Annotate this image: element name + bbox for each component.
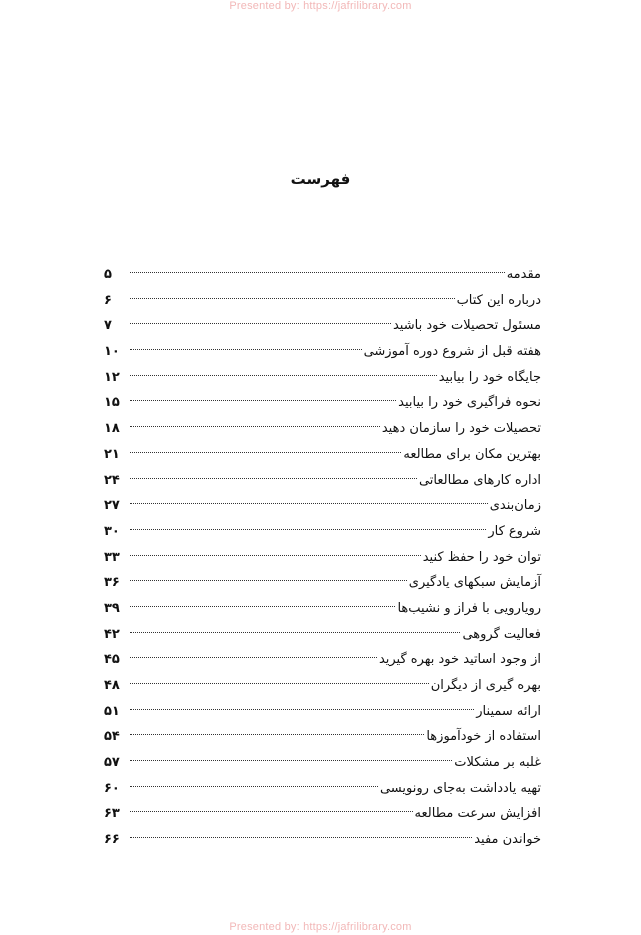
toc-entry-page-number: ۲۴ bbox=[104, 472, 120, 488]
toc-entry-page-number: ۱۸ bbox=[104, 421, 120, 437]
toc-entry-page-number: ۶۰ bbox=[104, 780, 120, 796]
toc-entry bbox=[104, 288, 541, 314]
dot-leader bbox=[130, 605, 395, 607]
toc-entry bbox=[104, 647, 541, 673]
toc-entry bbox=[104, 519, 541, 545]
toc-entry-page-number: ۷ bbox=[104, 318, 112, 334]
toc-entry bbox=[104, 365, 541, 391]
toc-entry bbox=[104, 416, 541, 442]
toc-entry-title: درباره این کتاب bbox=[456, 292, 541, 308]
toc-entry bbox=[104, 493, 541, 519]
table-of-contents bbox=[104, 262, 541, 853]
toc-entry bbox=[104, 390, 541, 416]
watermark-top: Presented by: https://jafrilibrary.com bbox=[229, 0, 412, 12]
toc-entry-page-number: ۵ bbox=[104, 267, 112, 282]
dot-leader bbox=[130, 425, 380, 427]
toc-entry-title: فعالیت گروهی bbox=[462, 626, 541, 642]
dot-leader bbox=[130, 322, 391, 324]
dot-leader bbox=[130, 502, 488, 504]
toc-entry bbox=[104, 699, 541, 725]
page-title: فهرست bbox=[290, 170, 351, 189]
toc-entry bbox=[104, 724, 541, 750]
toc-entry-title: هفته قبل از شروع دوره آموزشی bbox=[363, 344, 541, 360]
dot-leader bbox=[130, 528, 486, 530]
toc-entry-page-number: ۴۵ bbox=[104, 652, 120, 668]
dot-leader bbox=[130, 785, 378, 787]
dot-leader bbox=[130, 271, 505, 273]
dot-leader bbox=[130, 759, 452, 761]
toc-entry-title: تهیه یادداشت به‌جای رونویسی bbox=[379, 780, 541, 796]
dot-leader bbox=[130, 399, 396, 401]
toc-entry-title: مسئول تحصیلات خود باشید bbox=[392, 318, 541, 334]
toc-entry-title: شروع کار bbox=[488, 523, 541, 539]
toc-entry-title: جایگاه خود را بیابید bbox=[438, 369, 541, 385]
toc-entry bbox=[104, 313, 541, 339]
toc-entry-title: ارائه سمینار bbox=[476, 703, 541, 719]
toc-entry-title: نحوه فراگیری خود را بیابید bbox=[398, 395, 541, 411]
toc-entry-title: اداره کارهای مطالعاتی bbox=[418, 472, 541, 488]
toc-entry-page-number: ۱۲ bbox=[104, 369, 120, 385]
toc-entry bbox=[104, 339, 541, 365]
toc-entry-title: آزمایش سبکهای یادگیری bbox=[408, 575, 541, 591]
toc-entry bbox=[104, 827, 541, 853]
toc-entry-page-number: ۵۱ bbox=[104, 703, 120, 719]
toc-entry bbox=[104, 596, 541, 622]
dot-leader bbox=[130, 682, 429, 684]
dot-leader bbox=[130, 810, 413, 812]
toc-entry-title: توان خود را حفظ کنید bbox=[422, 549, 541, 565]
toc-entry bbox=[104, 673, 541, 699]
toc-entry bbox=[104, 545, 541, 571]
toc-entry bbox=[104, 468, 541, 494]
dot-leader bbox=[130, 631, 460, 633]
toc-entry-page-number: ۵۷ bbox=[104, 755, 120, 771]
toc-entry-page-number: ۶ bbox=[104, 292, 112, 308]
dot-leader bbox=[130, 656, 377, 658]
toc-entry-title: افزایش سرعت مطالعه bbox=[414, 806, 541, 822]
toc-entry-page-number: ۵۴ bbox=[104, 729, 120, 745]
toc-entry bbox=[104, 750, 541, 776]
toc-entry-page-number: ۳۳ bbox=[104, 549, 120, 565]
toc-entry-title: خواندن مفید bbox=[474, 832, 541, 848]
dot-leader bbox=[130, 348, 362, 350]
toc-entry bbox=[104, 262, 541, 288]
toc-entry bbox=[104, 622, 541, 648]
toc-entry-page-number: ۶۳ bbox=[104, 806, 120, 822]
toc-entry-title: تحصیلات خود را سازمان دهید bbox=[381, 421, 541, 437]
dot-leader bbox=[130, 451, 401, 453]
toc-entry-title: بهره گیری از دیگران bbox=[430, 678, 541, 693]
toc-entry-title: رویارویی با فراز و نشیب‌ها bbox=[397, 600, 541, 616]
toc-entry-page-number: ۲۷ bbox=[104, 498, 120, 514]
dot-leader bbox=[130, 836, 472, 838]
dot-leader bbox=[130, 374, 437, 376]
toc-entry bbox=[104, 570, 541, 596]
toc-entry-page-number: ۴۸ bbox=[104, 678, 120, 693]
toc-entry-title: استفاده از خودآموزها bbox=[426, 729, 541, 745]
dot-leader bbox=[130, 733, 424, 735]
toc-entry-title: غلبه بر مشکلات bbox=[454, 755, 541, 771]
dot-leader bbox=[130, 554, 421, 556]
toc-entry bbox=[104, 801, 541, 827]
toc-entry-page-number: ۳۰ bbox=[104, 523, 120, 539]
dot-leader bbox=[130, 708, 474, 710]
watermark-bottom: Presented by: https://jafrilibrary.com bbox=[229, 921, 412, 933]
toc-entry-page-number: ۲۱ bbox=[104, 446, 120, 462]
toc-entry-page-number: ۱۵ bbox=[104, 395, 120, 411]
toc-entry bbox=[104, 442, 541, 468]
toc-entry-title: مقدمه bbox=[506, 267, 541, 282]
toc-entry-page-number: ۳۶ bbox=[104, 575, 120, 591]
toc-entry-page-number: ۶۶ bbox=[104, 832, 120, 848]
toc-entry bbox=[104, 776, 541, 802]
toc-entry-page-number: ۱۰ bbox=[104, 344, 120, 360]
toc-entry-title: بهترین مکان برای مطالعه bbox=[403, 446, 541, 462]
toc-entry-page-number: ۴۲ bbox=[104, 626, 120, 642]
dot-leader bbox=[130, 579, 407, 581]
toc-entry-page-number: ۳۹ bbox=[104, 600, 120, 616]
toc-entry-title: از وجود اساتید خود بهره گیرید bbox=[378, 652, 541, 668]
toc-entry-title: زمان‌بندی bbox=[489, 498, 541, 514]
dot-leader bbox=[130, 297, 455, 299]
dot-leader bbox=[130, 477, 417, 479]
